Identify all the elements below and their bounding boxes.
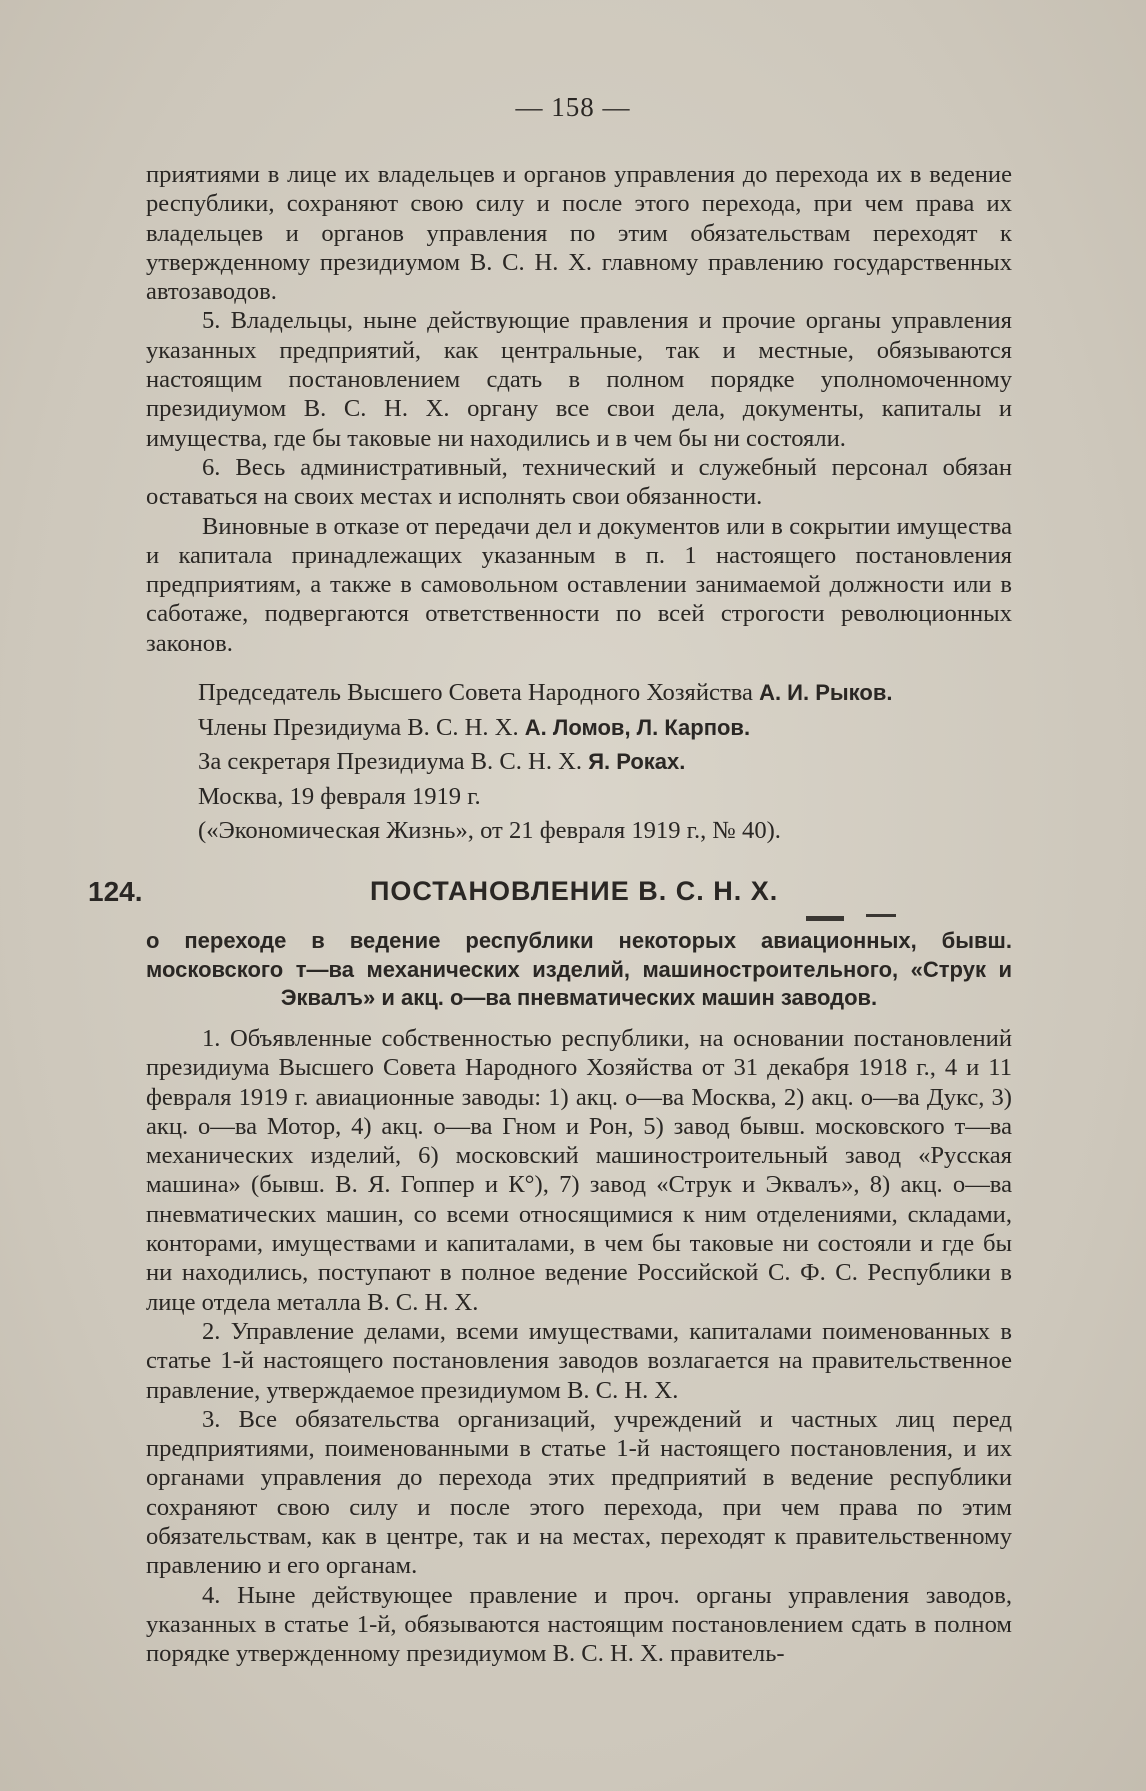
ink-blot	[806, 916, 844, 921]
document-title: ПОСТАНОВЛЕНИЕ В. С. Н. Х.	[370, 876, 779, 906]
document-subtitle: о переходе в ведение республики некоторых авиационных, бывш. московского т—ва механических изделий, машиностроительного, «Струк и Эквалъ» и акц. о—ва пневматических машин заводов.	[146, 928, 1012, 1010]
source-citation: («Экономическая Жизнь», от 21 февраля 1919 г., № 40).	[198, 817, 781, 844]
signature-chairman	[198, 676, 1028, 711]
top-text-block	[146, 160, 1012, 658]
members-names: А. Ломов, Л. Карпов.	[524, 714, 751, 740]
document-number: 124.	[88, 876, 143, 907]
paragraph-item-6: 6. Весь административный, технический и служебный персонал обязан оставаться на своих местах и исполнять свои обязанности.	[146, 453, 1012, 511]
signature-secretary	[198, 745, 1028, 780]
body-paragraph-3: 3. Все обязательства организаций, учреждений и частных лиц перед предприятиями, поименованными в статье 1-й настоящего постановления, и их органами управления до перехода этих предприятий в ведение республики сохраняют свою силу и после этого перехода, при чем права по этим обязательствам, как в центре, так и на местах, переходят к правительственному правлению и его органам.	[146, 1405, 1012, 1580]
paragraph-penalty: Виновные в отказе от передачи дел и документов или в сокрытии имущества и капитала принадлежащих указанным в п. 1 настоящего постановления предприятиям, а также в самовольном оставлении занимаемой должности или в саботаже, подвергаются ответственности по всей строгости революционных законов.	[146, 512, 1012, 657]
chairman-name: А. И. Рыков.	[759, 680, 893, 705]
paragraph-item-5: 5. Владельцы, ныне действующие правления и прочие органы управления указанных предприятий, как центральные, так и местные, обязываются настоящим постановлением сдать в полном порядке уполномоченному президиумом В. С. Н. Х. органу все свои дела, документы, капиталы и имущества, где бы таковые ни находились и в чем бы ни состояли.	[146, 307, 1012, 452]
members-title: Члены Президиума В. С. Н. Х.	[198, 713, 519, 741]
body-text-block	[146, 1024, 1012, 1669]
body-paragraph-4: 4. Ныне действующее правление и проч. органы управления заводов, указанных в статье 1-й, обязываются настоящим постановлением сдать в полном порядке утвержденному президиумом В. С. Н. Х. правитель-	[146, 1581, 1012, 1668]
body-paragraph-2: 2. Управление делами, всеми имуществами, капиталами поименованных в статье 1-й настоящего постановления заводов возлагается на правительственное правление, утверждаемое президиумом В. С. Н. Х.	[146, 1317, 1012, 1404]
paragraph: приятиями в лице их владельцев и органов управления до перехода их в ведение республики, сохраняют свою силу и после этого перехода, при чем права их владельцев и органов управления по этим обязательствам переходят к утвержденному президиумом В. С. Н. Х. главному правлению государственных автозаводов.	[146, 161, 1012, 306]
place-date: Москва, 19 февраля 1919 г.	[198, 782, 481, 810]
signature-members	[198, 711, 1028, 746]
signature-block	[198, 676, 1028, 849]
body-paragraph-1: 1. Объявленные собственностью республики, на основании постановлений президиума Высшего Совета Народного Хозяйства от 31 декабря 1918 г., 4 и 11 февраля 1919 г. авиационные заводы: 1) акц. о—ва Москва, 2) акц. о—ва Дукс, 3) акц. о—ва Мотор, 4) акц. о—ва Гном и Рон, 5) завод бывш. московского т—ва механических изделий, 6) московский машиностроительный завод «Русская машина» (бывш. В. Я. Гоппер и К°), 7) завод «Струк и Эквалъ», 8) акц. о—ва пневматических машин, со всеми относящимися к ним отделениями, складами, конторами, имуществами и капиталами, в чем бы таковые ни состояли и где бы ни находились, поступают в полное ведение Российской С. Ф. С. Республики в лице отдела металла В. С. Н. Х.	[146, 1025, 1012, 1316]
page-number: — 158 —	[515, 92, 631, 122]
ink-blot	[866, 914, 896, 917]
chairman-title: Председатель Высшего Совета Народного Хозяйства	[198, 679, 753, 706]
secretary-name: Я. Роках.	[588, 749, 686, 774]
secretary-title: За секретаря Президиума В. С. Н. Х.	[198, 748, 583, 775]
